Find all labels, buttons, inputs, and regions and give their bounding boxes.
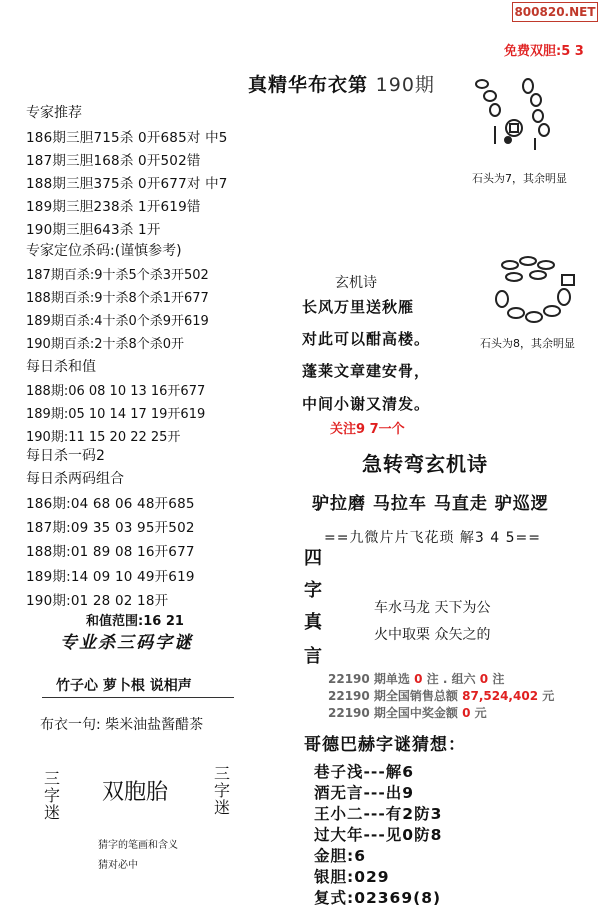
one-sentence: 布衣一句: 柴米油盐酱醋茶 <box>40 717 204 733</box>
stone-puzzle-image <box>470 78 575 163</box>
stats-label: 22190 期全国中奖金额 <box>328 706 458 720</box>
pair-kill-line: 188期:01 89 08 16开677 <box>26 544 195 560</box>
stats-unit: 注 . 组六 <box>426 672 476 686</box>
godel-line: 巷子浅---解6 <box>314 763 415 781</box>
riddle-words: 竹子心 萝卜根 说相声 <box>56 678 192 694</box>
poem-line: 中间小谢又清发。 <box>302 395 431 413</box>
one-kill: 每日杀一码2 <box>26 448 105 464</box>
four-char-line: 火中取栗 众矢之的 <box>374 627 491 643</box>
stats-line <box>328 670 504 687</box>
four-char-vertical: 四 <box>304 548 322 569</box>
stats-unit: 元 <box>474 706 487 720</box>
stone-caption-top: 石头为7，其余明显 <box>472 172 567 185</box>
site-watermark: 800820.NET <box>512 2 598 22</box>
stats-value: 0 <box>479 672 489 686</box>
page-title <box>248 70 435 97</box>
turn-poem-line: 驴拉磨 马拉车 马直走 驴巡逻 <box>312 494 549 514</box>
stone-caption-bottom: 石头为8，其余明显 <box>480 337 575 350</box>
expert-line: 189期三胆238杀 1开619错 <box>26 199 201 215</box>
issue-number: 190期 <box>375 74 435 96</box>
godel-heading: 哥德巴赫字谜猜想： <box>304 735 466 755</box>
godel-line: 过大年---见0防8 <box>314 826 443 844</box>
stats-line <box>328 704 487 721</box>
position-kill-line: 190期百杀:2十杀8个杀0开 <box>26 337 185 352</box>
expert-line: 187期三胆168杀 0开502错 <box>26 153 201 169</box>
three-char-label-right: 三字迷 <box>213 764 230 817</box>
title-text: 真精华布衣第 <box>248 74 369 96</box>
pro-kill-title: 专业杀三码字谜 <box>60 633 193 653</box>
stats-value: 87,524,402 <box>462 689 539 703</box>
godel-line: 酒无言---出9 <box>314 784 415 802</box>
three-char-center: 双胞胎 <box>102 780 169 805</box>
stats-value: 0 <box>414 672 423 686</box>
expert-heading: 专家推荐 <box>26 105 82 121</box>
position-kill-line: 188期百杀:9十杀8个杀1开677 <box>26 291 209 306</box>
pair-kill-line: 186期:04 68 06 48开685 <box>26 496 195 512</box>
four-char-line: 车水马龙 天下为公 <box>374 600 491 616</box>
poem-heading: 玄机诗 <box>335 275 377 291</box>
three-char-note: 猜对必中 <box>98 860 138 871</box>
poem-attention: 关注9 7一个 <box>330 422 405 437</box>
poem-line: 长风万里送秋雁 <box>302 298 415 316</box>
turn-poem-heading: 急转弯玄机诗 <box>362 452 488 476</box>
three-char-label-left: 三字迷 <box>43 769 60 822</box>
poem-line: 蓬莱文章建安骨， <box>302 362 431 380</box>
sum-kill-line: 188期:06 08 10 13 16开677 <box>26 384 206 399</box>
godel-line: 银胆:029 <box>314 868 390 886</box>
sum-kill-heading: 每日杀和值 <box>26 359 96 375</box>
position-kill-line: 187期百杀:9十杀5个杀3开502 <box>26 268 209 283</box>
godel-line: 复式:02369(8) <box>314 889 442 907</box>
divider <box>42 697 234 698</box>
position-kill-heading: 专家定位杀码:(谨慎参考) <box>26 243 182 259</box>
stats-label: 22190 期全国销售总额 <box>328 689 458 703</box>
stats-unit: 注 <box>492 672 505 686</box>
four-char-vertical: 言 <box>304 646 322 667</box>
expert-line: 188期三胆375杀 0开677对 中7 <box>26 176 228 192</box>
pair-kill-heading: 每日杀两码组合 <box>26 471 124 487</box>
godel-line: 金胆:6 <box>314 847 366 865</box>
pair-kill-line: 190期:01 28 02 18开 <box>26 593 169 609</box>
sum-kill-line: 189期:05 10 14 17 19开619 <box>26 407 206 422</box>
sum-kill-line: 190期:11 15 20 22 25开 <box>26 430 181 445</box>
free-pick: 免费双胆:5 3 <box>504 44 584 59</box>
expert-line: 190期三胆643杀 1开 <box>26 222 161 238</box>
three-char-note: 猜字的笔画和含义 <box>98 840 178 851</box>
poem-line: 对此可以酣高楼。 <box>302 330 431 348</box>
position-kill-line: 189期百杀:4十杀0个杀9开619 <box>26 314 209 329</box>
sum-range: 和值范围:16 21 <box>86 614 184 629</box>
pair-kill-line: 187期:09 35 03 95开502 <box>26 520 195 536</box>
four-char-vertical: 字 <box>304 580 322 601</box>
stats-line <box>328 687 554 704</box>
stone-ring-image <box>490 255 585 330</box>
expert-line: 186期三胆715杀 0开685对 中5 <box>26 130 228 146</box>
pair-kill-line: 189期:14 09 10 49开619 <box>26 569 195 585</box>
nine-line: ==九微片片飞花琐 解3 4 5== <box>324 530 541 546</box>
stats-unit: 元 <box>542 689 555 703</box>
four-char-vertical: 真 <box>304 612 322 633</box>
godel-line: 王小二---有2防3 <box>314 805 443 823</box>
stats-value: 0 <box>462 706 471 720</box>
stats-label: 22190 期单选 <box>328 672 410 686</box>
